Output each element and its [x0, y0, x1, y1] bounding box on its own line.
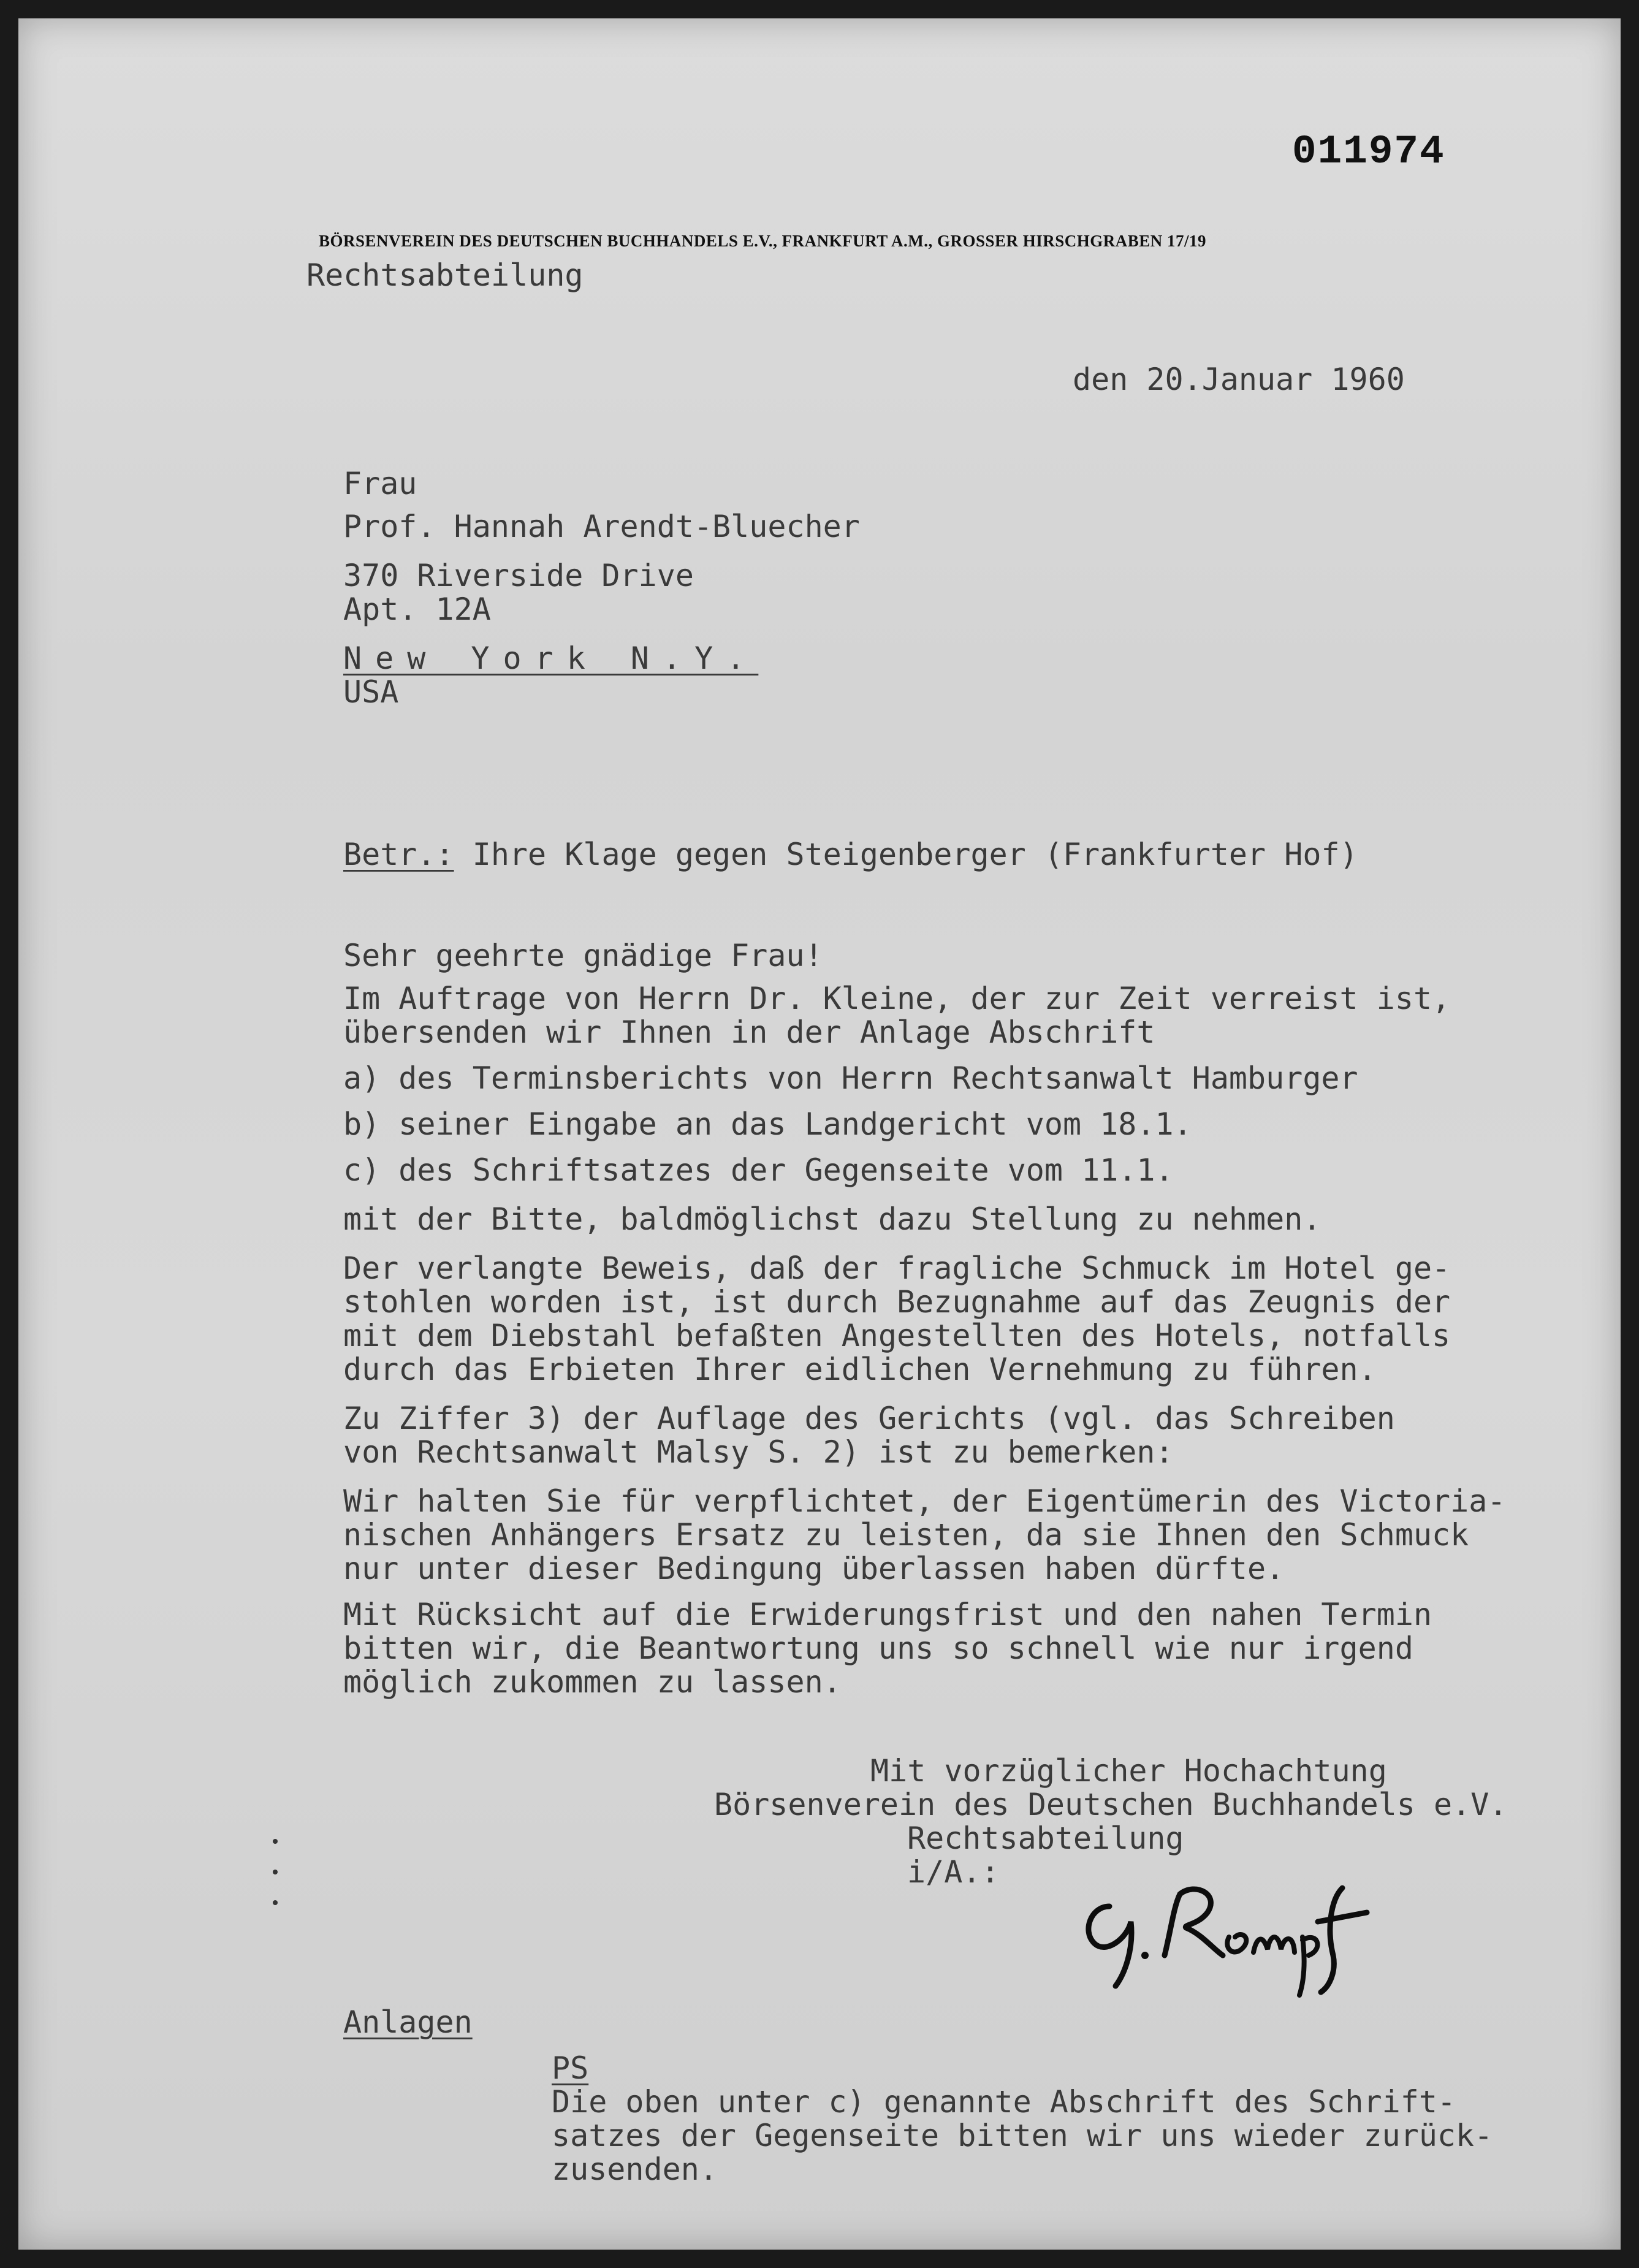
body-line: nur unter dieser Bedingung überlassen haben dürfte.: [343, 1551, 1285, 1586]
list-item-b: b) seiner Eingabe an das Landgericht vom 18.1.: [343, 1106, 1192, 1142]
postscript-label: PS: [552, 2050, 589, 2086]
margin-dot: [273, 1900, 278, 1905]
body-line: übersenden wir Ihnen in der Anlage Abschrift: [343, 1014, 1155, 1050]
recipient-street: 370 Riverside Drive: [343, 558, 694, 593]
postscript-line: zusenden.: [552, 2152, 718, 2187]
body-line: Zu Ziffer 3) der Auflage des Gerichts (vgl. das Schreiben: [343, 1401, 1395, 1436]
margin-dot: [273, 1870, 278, 1874]
letter-page: [18, 18, 1621, 2250]
list-item-a: a) des Terminsberichts von Herrn Rechtsanwalt Hamburger: [343, 1060, 1358, 1096]
recipient-city: New York N.Y.: [343, 641, 759, 676]
greeting: Sehr geehrte gnädige Frau!: [343, 938, 823, 973]
subject-text: Ihre Klage gegen Steigenberger (Frankfurter Hof): [454, 837, 1358, 872]
closing-department: Rechtsabteilung: [907, 1821, 1184, 1856]
body-line: Der verlangte Beweis, daß der fragliche Schmuck im Hotel ge-: [343, 1250, 1451, 1286]
body-line: mit der Bitte, baldmöglichst dazu Stellung zu nehmen.: [343, 1201, 1321, 1237]
recipient-country: USA: [343, 674, 399, 710]
list-item-c: c) des Schriftsatzes der Gegenseite vom 11.1.: [343, 1152, 1174, 1188]
handwritten-signature: [1073, 1863, 1416, 1998]
postscript-line: satzes der Gegenseite bitten wir uns wieder zurück-: [552, 2118, 1493, 2153]
body-line: Mit Rücksicht auf die Erwiderungsfrist und den nahen Termin: [343, 1597, 1432, 1632]
recipient-apartment: Apt. 12A: [343, 592, 491, 627]
body-line: durch das Erbieten Ihrer eidlichen Vernehmung zu führen.: [343, 1352, 1377, 1387]
body-line: möglich zukommen zu lassen.: [343, 1664, 842, 1700]
closing-formula: Mit vorzüglicher Hochachtung: [870, 1753, 1387, 1789]
body-line: mit dem Diebstahl befaßten Angestellten des Hotels, notfalls: [343, 1318, 1451, 1353]
body-line: Im Auftrage von Herrn Dr. Kleine, der zur Zeit verreist ist,: [343, 981, 1451, 1016]
body-line: bitten wir, die Beantwortung uns so schnell wie nur irgend: [343, 1631, 1413, 1666]
body-line: nischen Anhängers Ersatz zu leisten, da sie Ihnen den Schmuck: [343, 1517, 1469, 1553]
postscript-line: Die oben unter c) genannte Abschrift des Schrift-: [552, 2084, 1456, 2120]
letterhead: BÖRSENVEREIN DES DEUTSCHEN BUCHHANDELS E.V., FRANKFURT A.M., GROSSER HIRSCHGRABEN 17/19: [319, 232, 1207, 250]
body-line: stohlen worden ist, ist durch Bezugnahme auf das Zeugnis der: [343, 1284, 1451, 1320]
recipient-title: Frau: [343, 466, 417, 501]
recipient-name: Prof. Hannah Arendt-Bluecher: [343, 509, 860, 544]
closing-organization: Börsenverein des Deutschen Buchhandels e.V.: [714, 1787, 1508, 1822]
letter-date: den 20.Januar 1960: [1073, 362, 1405, 397]
enclosures-label: Anlagen: [343, 2004, 473, 2040]
subject-label: Betr.:: [343, 837, 454, 872]
closing-on-behalf: i/A.:: [907, 1854, 1000, 1890]
body-line: Wir halten Sie für verpflichtet, der Eigentümerin des Victoria-: [343, 1483, 1506, 1519]
document-number: 011974: [1292, 129, 1445, 175]
subject-line: [343, 837, 1358, 872]
body-line: von Rechtsanwalt Malsy S. 2) ist zu bemerken:: [343, 1434, 1174, 1470]
margin-dot: [273, 1839, 278, 1844]
department: Rechtsabteilung: [306, 257, 584, 293]
